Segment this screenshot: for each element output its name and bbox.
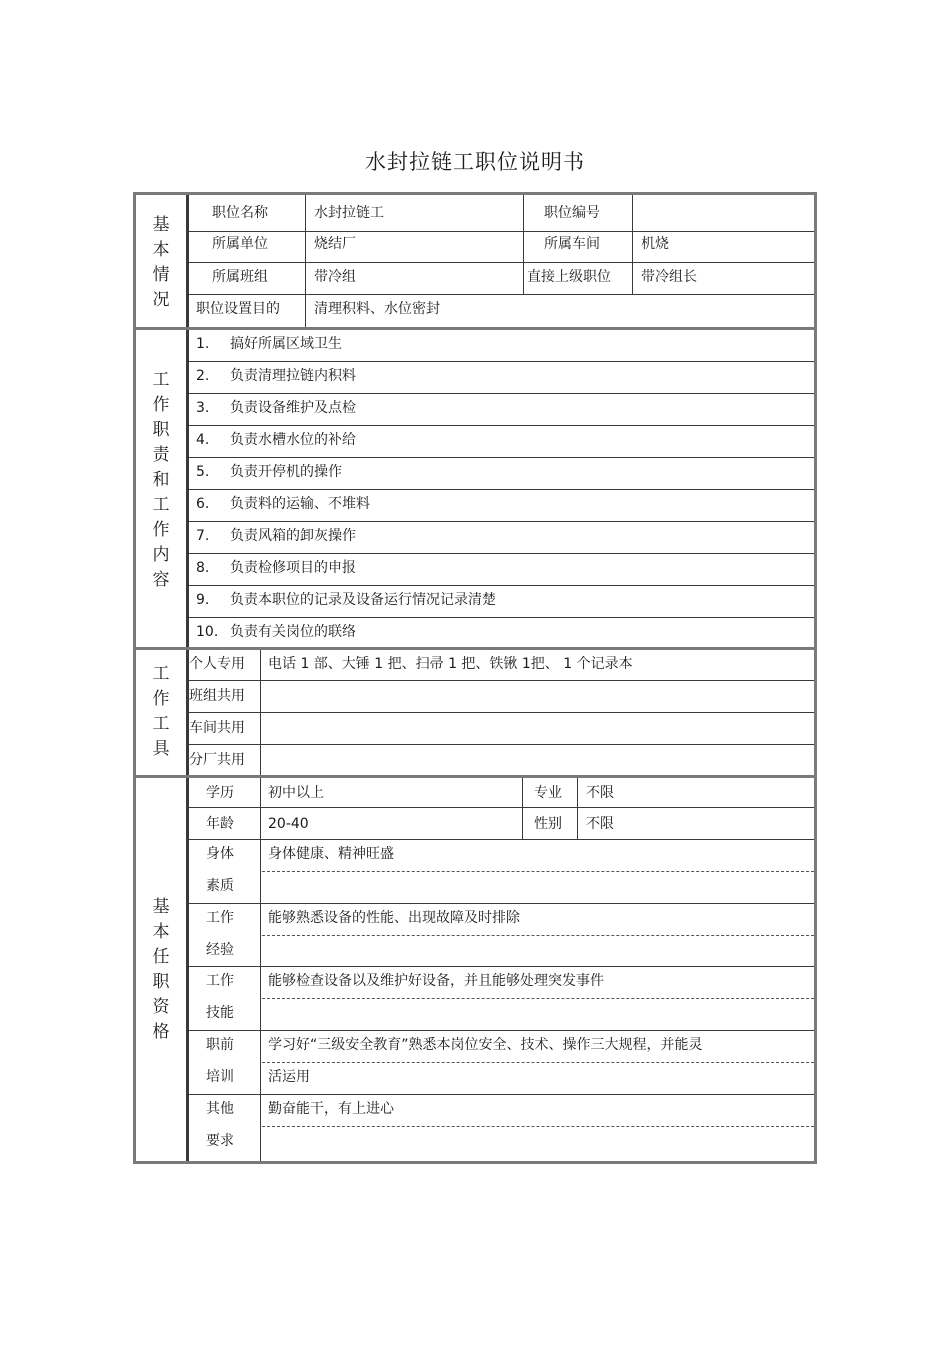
label-char: 工 [152,714,170,734]
basic-info-label [136,213,186,313]
qualification-text-line1: 勤奋能干，有上进心 [268,1101,394,1117]
duties-label [136,368,186,593]
divider [189,1094,814,1095]
label-char: 基 [152,897,170,917]
label-char: 职 [152,972,170,992]
divider [189,839,814,840]
duty-number: 7. [196,528,210,544]
duty-text: 负责水槽水位的补给 [230,432,356,448]
education-label: 学历 [206,785,234,801]
divider [189,361,814,362]
duty-number: 4. [196,432,210,448]
page-title: 水封拉链工职位说明书 [365,150,585,174]
duty-text: 负责本职位的记录及设备运行情况记录清楚 [230,592,496,608]
label-char: 基 [152,215,170,235]
position-name-label: 职位名称 [212,205,268,221]
label-char: 工 [152,370,170,390]
label-char: 任 [152,947,170,967]
tool-row-label: 分厂共用 [189,752,245,768]
duty-number: 1. [196,336,210,352]
job-description-table [133,192,817,1164]
divider [186,778,189,1161]
divider [305,195,306,328]
superior-label: 直接上级职位 [527,269,611,285]
qualification-text-line2: 活运用 [268,1069,310,1085]
workshop-value: 机烧 [641,236,669,252]
purpose-label: 职位设置目的 [196,301,280,317]
qualification-label-line2: 技能 [206,1005,234,1021]
duty-text: 负责检修项目的申报 [230,560,356,576]
label-char: 资 [152,997,170,1017]
tool-row-label: 车间共用 [189,720,245,736]
qualification-text-line1: 能够熟悉设备的性能、出现故障及时排除 [268,910,520,926]
duties-section [136,330,814,648]
label-char: 作 [152,520,170,540]
qualification-text-line1: 学习好“三级安全教育”熟悉本岗位安全、技术、操作三大规程，并能灵 [268,1037,703,1053]
qualification-label-line2: 培训 [206,1069,234,1085]
qualification-label-line1: 工作 [206,973,234,989]
tools-label [136,662,186,762]
major-value: 不限 [586,785,614,801]
label-char: 本 [152,922,170,942]
divider [189,680,814,681]
divider [189,712,814,713]
divider [523,195,524,294]
duty-number: 5. [196,464,210,480]
purpose-value: 清理积料、水位密封 [314,301,440,317]
dotted-divider [262,998,814,999]
duty-number: 2. [196,368,210,384]
qualification-label-line2: 要求 [206,1133,234,1149]
duty-text: 负责开停机的操作 [230,464,342,480]
divider [189,585,814,586]
team-value: 带冷组 [314,269,356,285]
label-char: 工 [152,664,170,684]
qualification-label-line1: 其他 [206,1101,234,1117]
qualification-label-line1: 职前 [206,1037,234,1053]
duty-text: 负责风箱的卸灰操作 [230,528,356,544]
unit-label: 所属单位 [212,236,268,252]
duty-text: 负责设备维护及点检 [230,400,356,416]
divider [189,457,814,458]
gender-label: 性别 [534,816,562,832]
divider [189,966,814,967]
label-char: 况 [152,290,170,310]
label-char: 内 [152,545,170,565]
label-char: 作 [152,689,170,709]
divider [189,617,814,618]
unit-value: 烧结厂 [314,236,356,252]
divider [189,425,814,426]
label-char: 本 [152,240,170,260]
divider [189,553,814,554]
label-char: 工 [152,495,170,515]
duty-text: 搞好所属区域卫生 [230,336,342,352]
qualification-label-line2: 素质 [206,878,234,894]
duty-text: 负责清理拉链内积料 [230,368,356,384]
divider [522,778,523,839]
position-name-value: 水封拉链工 [314,205,384,221]
divider [189,521,814,522]
qualification-label-line1: 身体 [206,846,234,862]
qualification-label-line2: 经验 [206,942,234,958]
tools-section [136,650,814,775]
divider [189,231,814,232]
age-label: 年龄 [206,816,234,832]
divider [189,1030,814,1031]
team-label: 所属班组 [212,269,268,285]
divider [189,393,814,394]
qualifications-section [136,778,814,1161]
gender-value: 不限 [586,816,614,832]
label-char: 作 [152,395,170,415]
label-char: 容 [152,570,170,590]
duty-text: 负责料的运输、不堆料 [230,496,370,512]
tool-row-label: 个人专用 [189,656,245,672]
age-value: 20-40 [268,816,309,832]
major-label: 专业 [534,785,562,801]
label-char: 格 [152,1022,170,1042]
divider [189,807,814,808]
divider [189,294,814,295]
dotted-divider [262,1126,814,1127]
divider [189,262,814,263]
tool-row-value: 电话 1 部、大锤 1 把、扫帚 1 把、铁锹 1把、 1 个记录本 [268,656,633,672]
label-char: 具 [152,739,170,759]
position-no-label: 职位编号 [544,205,600,221]
label-char: 情 [152,265,170,285]
workshop-label: 所属车间 [544,236,600,252]
tool-row-label: 班组共用 [189,688,245,704]
divider [577,778,578,839]
label-char: 责 [152,445,170,465]
duty-number: 10. [196,624,219,640]
label-char: 职 [152,420,170,440]
qualification-text-line1: 身体健康、精神旺盛 [268,846,394,862]
basic-info-section [136,195,814,328]
superior-value: 带冷组长 [641,269,697,285]
dotted-divider [262,871,814,872]
education-value: 初中以上 [268,785,324,801]
qualification-label-line1: 工作 [206,910,234,926]
divider [189,744,814,745]
duty-number: 9. [196,592,210,608]
dotted-divider [262,935,814,936]
duty-number: 8. [196,560,210,576]
qualifications-label [136,895,186,1045]
qualification-text-line1: 能够检查设备以及维护好设备，并且能够处理突发事件 [268,973,604,989]
dotted-divider [262,1062,814,1063]
label-char: 和 [152,470,170,490]
divider [632,195,633,294]
duty-text: 负责有关岗位的联络 [230,624,356,640]
divider [260,778,261,1161]
duty-number: 3. [196,400,210,416]
divider [189,903,814,904]
duty-number: 6. [196,496,210,512]
divider [189,489,814,490]
